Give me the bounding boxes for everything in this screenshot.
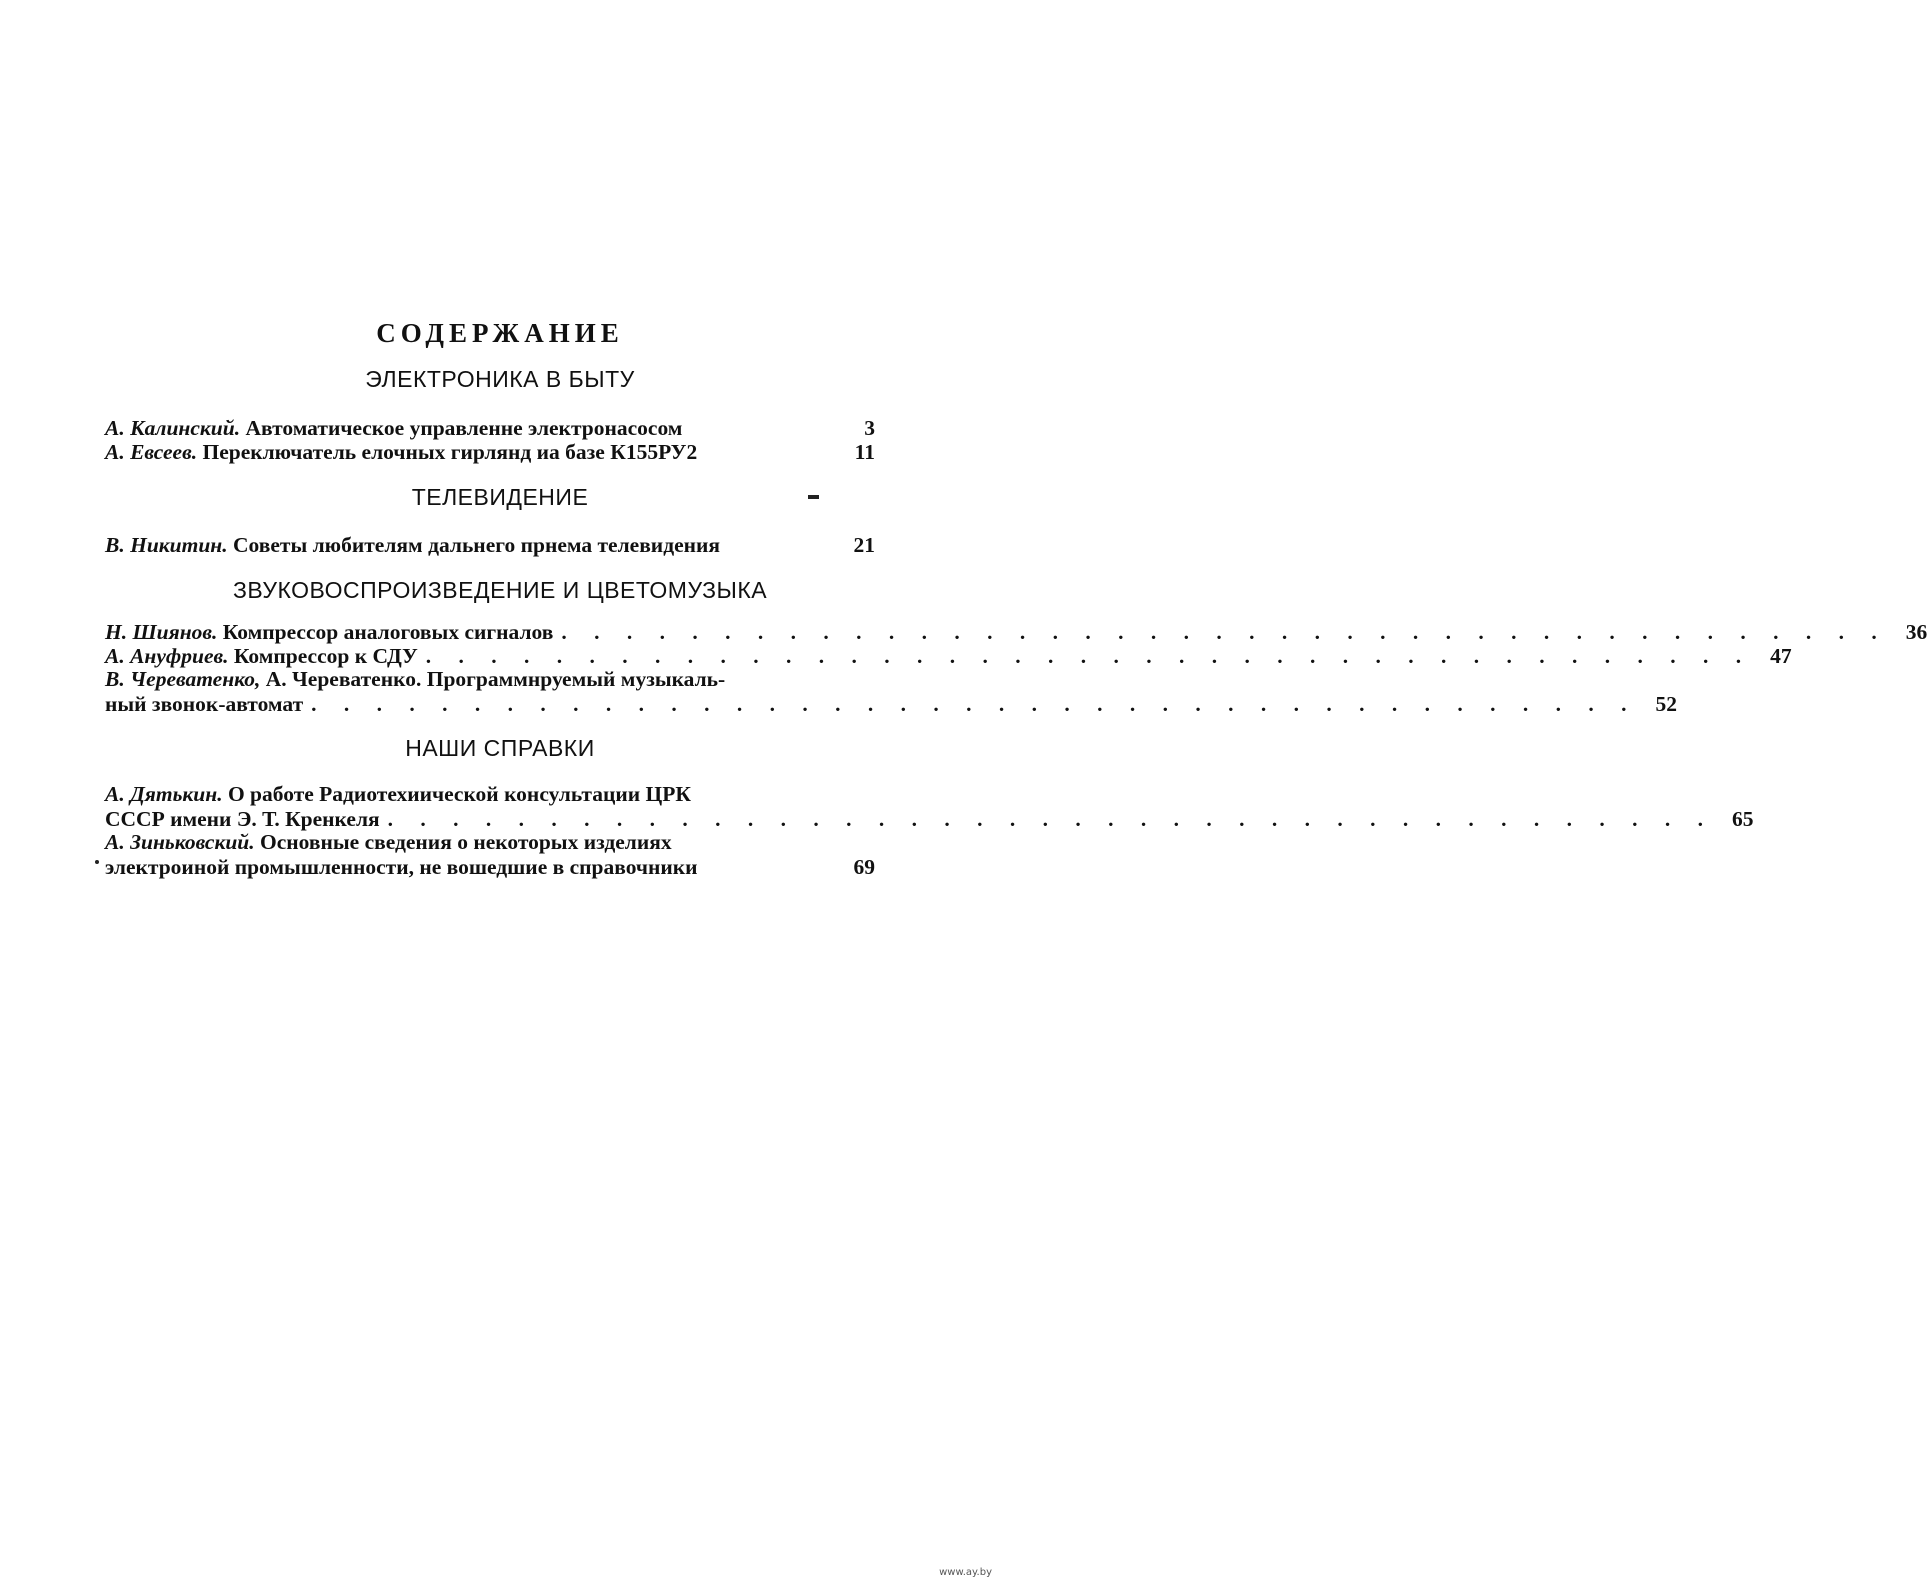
entry-text: Автоматическое управленне электронасосом: [245, 416, 683, 440]
entry-page: 11: [854, 440, 875, 464]
entry-page: 65: [1732, 807, 1754, 831]
entry-page: 47: [1770, 644, 1792, 668]
entry-text: Компрессор аналоговых сигналов: [222, 620, 554, 644]
section-heading: ЗВУКОВОСПРОИЗВЕДЕНИЕ И ЦВЕТОМУЗЫКА: [232, 577, 768, 603]
entry-author: Н. Шиянов.: [105, 620, 218, 644]
entry-author: А. Дятькин.: [105, 782, 223, 806]
entry-title: [105, 416, 682, 441]
entry-text: Основные сведения о некоторых изделиях: [260, 830, 672, 854]
toc-entry[interactable]: [105, 416, 875, 441]
watermark: www.ay.by: [939, 1567, 992, 1578]
dot-leader: . . . . . . . . . . . . . . . . . . . . . . . . . . . . . . . . . . . . . . . . .: [311, 692, 1638, 716]
entry-page: 52: [1655, 692, 1678, 716]
entry-text: О работе Радиотехиической консультации ЦРК: [227, 782, 691, 806]
section-heading: ЭЛЕКТРОНИКА В БЫТУ: [365, 366, 635, 392]
toc-entry[interactable]: [105, 830, 875, 880]
entry-page: 69: [853, 855, 875, 879]
scan-mark: [95, 860, 99, 864]
page-title: СОДЕРЖАНИЕ: [376, 318, 624, 348]
section-heading: ТЕЛЕВИДЕНИЕ: [411, 484, 589, 510]
entry-text-continued: ный звонок-автомат: [105, 692, 304, 716]
dot-leader: . . . . . . . . . . . . . . . . . . . . . . . . . . . . . . . . . . . . . . . . .: [387, 807, 1715, 831]
entry-page: 36: [1905, 620, 1927, 644]
entry-title: [105, 782, 691, 807]
entry-title: [105, 644, 418, 669]
entry-text: Советы любителям дальнего прнема телевидения: [233, 533, 721, 557]
entry-text: Компрессор к СДУ: [233, 644, 418, 668]
entry-page: 3: [864, 416, 875, 440]
entry-title: [105, 440, 697, 465]
entry-author: А. Зиньковский.: [105, 830, 255, 854]
entry-title: [105, 667, 725, 692]
entry-author: В. Никитин.: [105, 533, 228, 557]
entry-text: Переключатель елочных гирлянд иа базе К155РУ2: [202, 440, 698, 464]
entry-author: В. Череватенко,: [105, 667, 261, 691]
toc-entry[interactable]: [105, 620, 1927, 645]
toc-entry[interactable]: [105, 644, 1792, 669]
entry-title: [105, 620, 553, 645]
entry-author: А. Ануфриев.: [105, 644, 229, 668]
entry-title: [105, 533, 720, 558]
scan-mark: [808, 495, 819, 499]
entry-page: 21: [853, 533, 875, 557]
toc-entry[interactable]: [105, 440, 875, 465]
toc-entry[interactable]: [105, 782, 1754, 832]
dot-leader: . . . . . . . . . . . . . . . . . . . . . . . . . . . . . . . . . . . . . . . . .: [425, 644, 1753, 668]
entry-text-continued: СССР имени Э. Т. Кренкеля: [105, 807, 380, 831]
toc-entry[interactable]: [105, 533, 875, 558]
section-heading: НАШИ СПРАВКИ: [405, 735, 595, 761]
entry-author: А. Калинский.: [105, 416, 241, 440]
entry-text: А. Череватенко. Программнруемый музыкаль-: [265, 667, 726, 691]
entry-text-continued: электроиной промышленности, не вошедшие в справочники: [105, 855, 698, 879]
entry-title: [105, 830, 672, 855]
toc-entry[interactable]: [105, 667, 1678, 717]
entry-author: А. Евсеев.: [105, 440, 198, 464]
dot-leader: . . . . . . . . . . . . . . . . . . . . . . . . . . . . . . . . . . . . . . . . .: [561, 620, 1888, 644]
